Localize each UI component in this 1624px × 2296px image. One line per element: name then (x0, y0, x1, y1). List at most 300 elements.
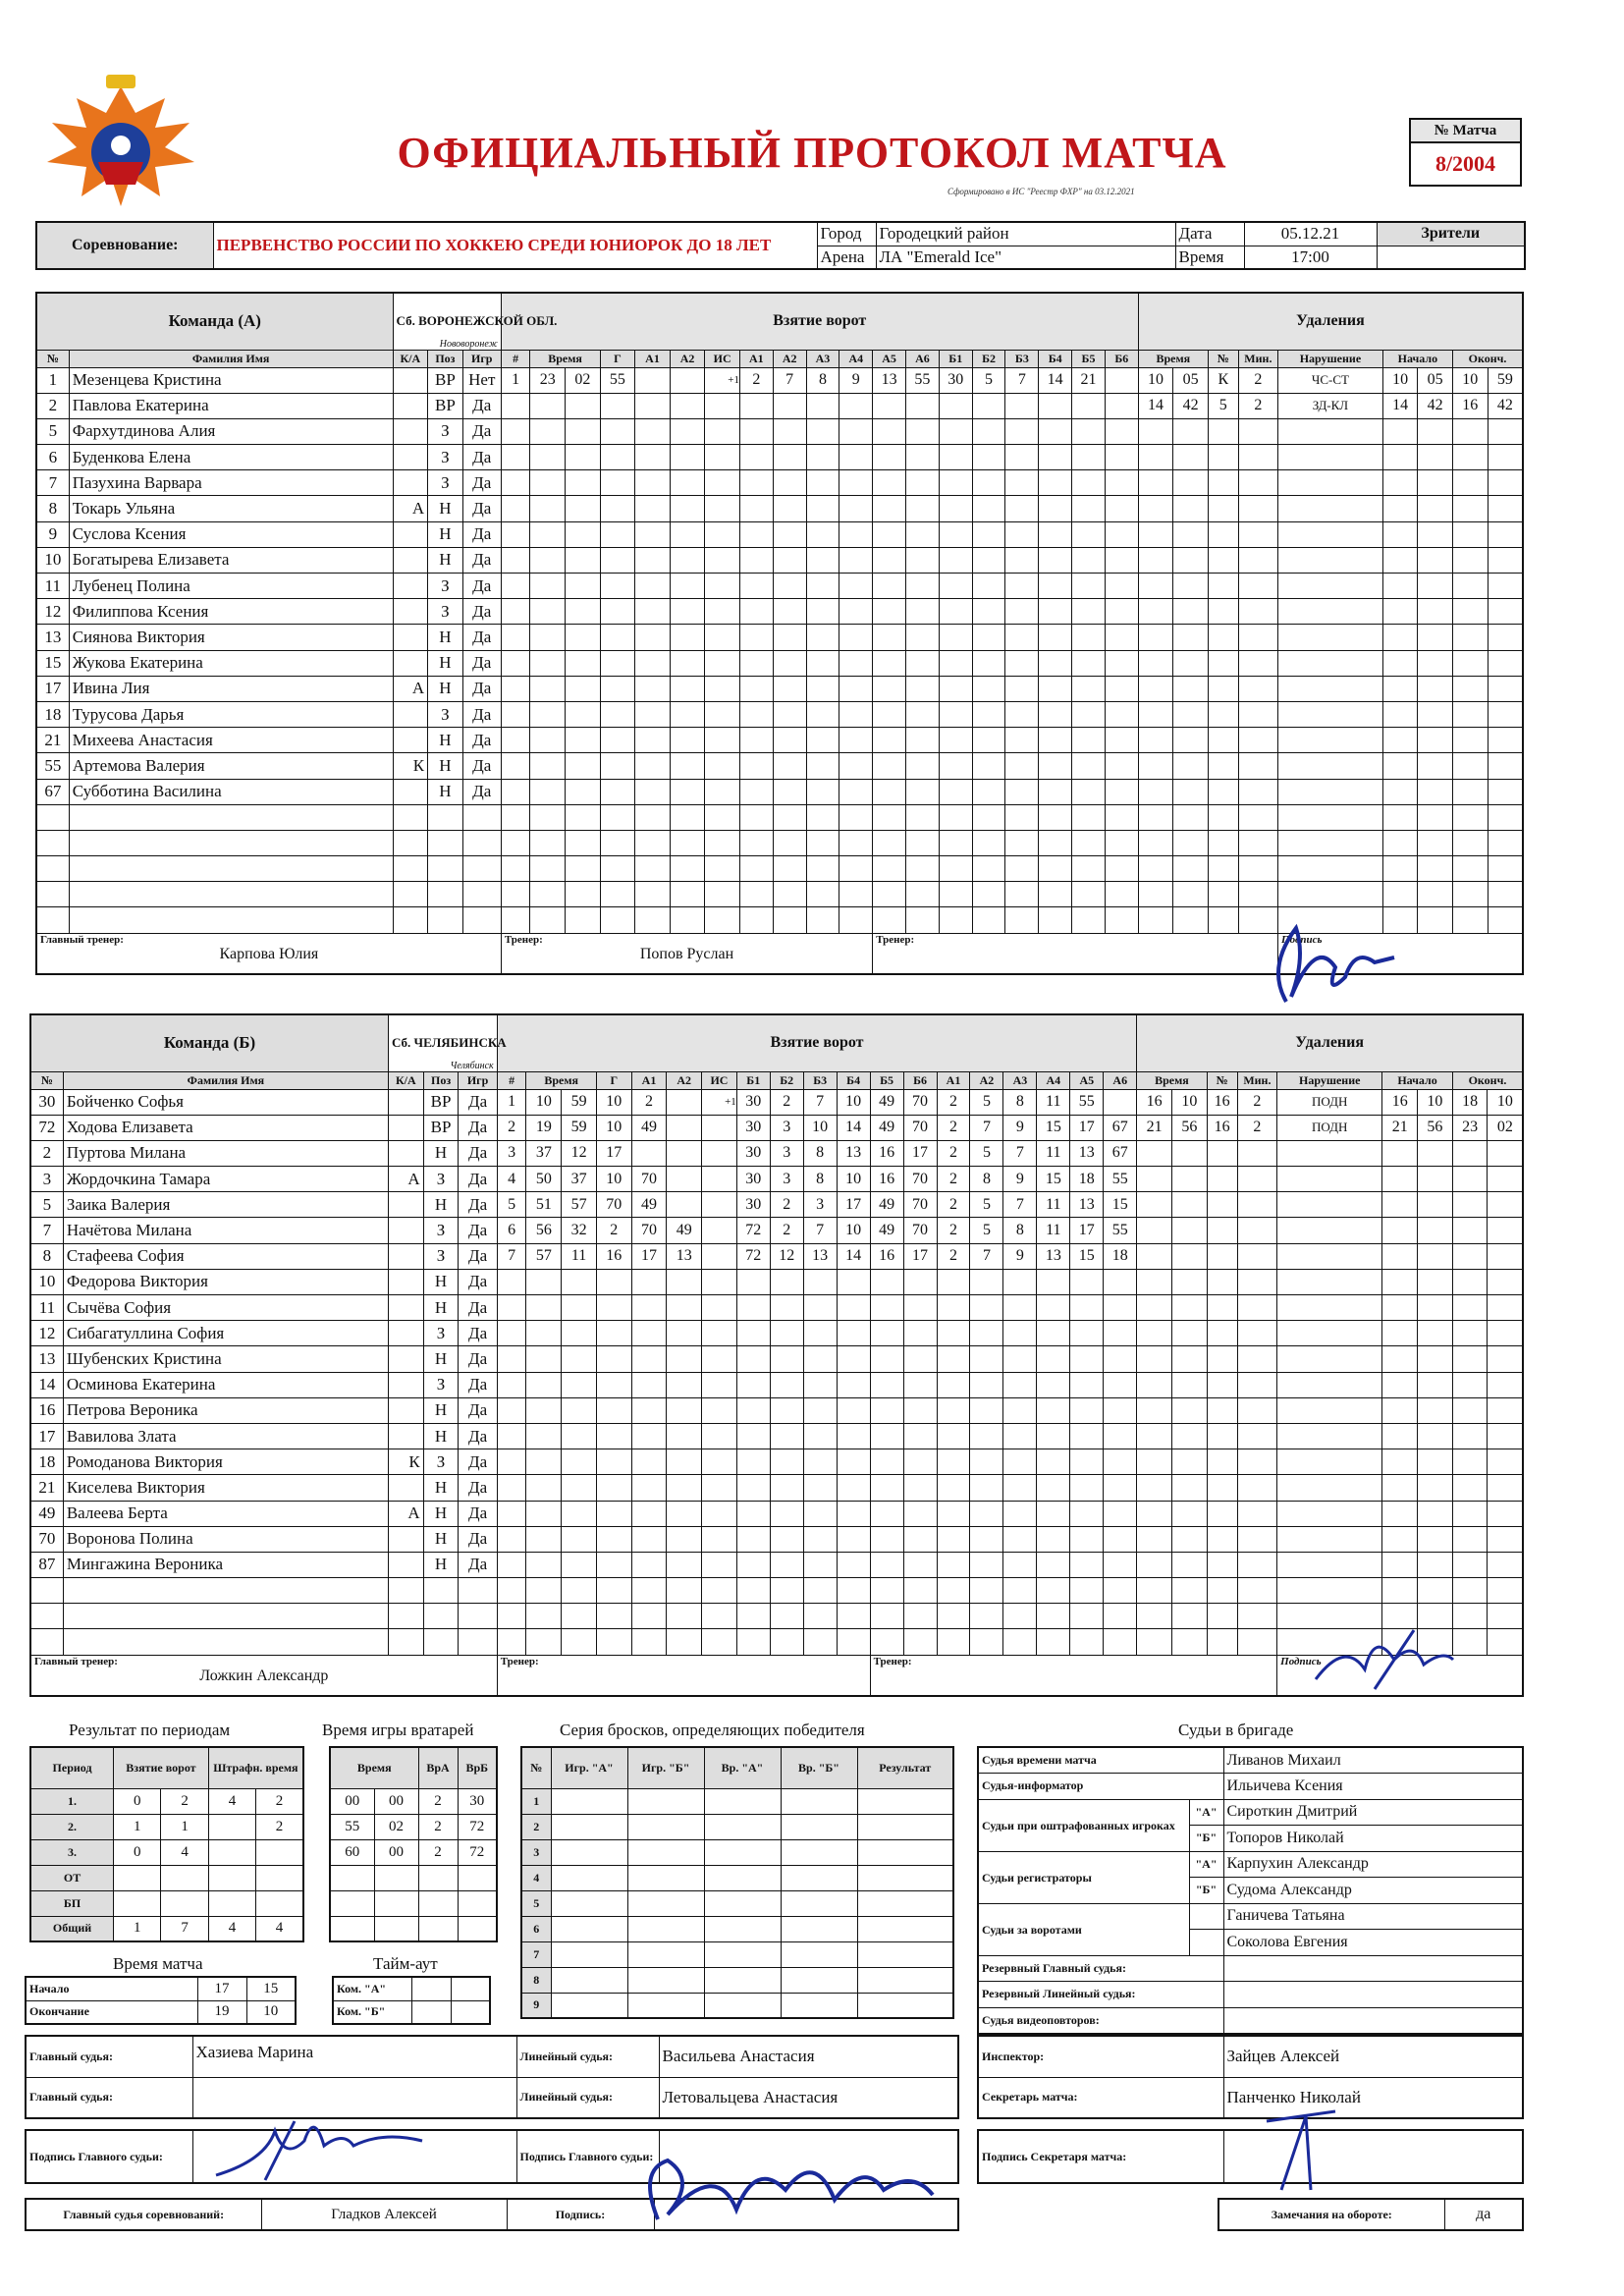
goal-scorer (600, 856, 635, 882)
goal-situation (705, 445, 740, 470)
on-ice-player (939, 907, 972, 933)
shootout-cell (627, 1865, 704, 1890)
penalty-min (1137, 1295, 1172, 1321)
goal-assist-1 (635, 625, 671, 650)
remarks-value: да (1444, 2199, 1523, 2230)
shootout-number: 3 (521, 1839, 551, 1865)
on-ice-player (870, 1269, 903, 1294)
competition-table (35, 221, 1526, 270)
table-row (521, 1967, 953, 1993)
player-name: Филиппова Ксения (69, 599, 393, 625)
on-ice-player: 55 (1104, 1167, 1137, 1192)
player-number: 87 (30, 1552, 63, 1577)
goal-sec (566, 728, 601, 753)
on-ice-player (1037, 1321, 1070, 1346)
penalty-end-min (1452, 496, 1488, 521)
on-ice-player (870, 1346, 903, 1372)
goal-sec (562, 1552, 597, 1577)
on-ice-player (803, 1552, 837, 1577)
player-name (69, 804, 393, 830)
on-ice-player (1005, 779, 1039, 804)
on-ice-player: 17 (1070, 1115, 1104, 1140)
penalty-min (1137, 1243, 1172, 1269)
goal-sec (566, 701, 601, 727)
player-number: 70 (30, 1526, 63, 1552)
penalty-player (1208, 445, 1238, 470)
player-number: 11 (36, 574, 69, 599)
goal-min (530, 804, 566, 830)
player-role (393, 650, 428, 676)
goal-number (501, 830, 530, 855)
end-label: Окончание (26, 2000, 197, 2024)
on-ice-player: 2 (739, 367, 773, 393)
penalty-end-sec (1488, 1475, 1523, 1501)
team_a-table (35, 292, 1524, 975)
goal-assist-1 (635, 728, 671, 753)
on-ice-player (773, 521, 806, 547)
penalty-minutes (1237, 1423, 1277, 1449)
on-ice-player (970, 1552, 1003, 1577)
penalty-end-min (1452, 1346, 1488, 1372)
penalty-infraction (1278, 804, 1383, 830)
penalty-end-sec (1488, 1372, 1523, 1397)
goal-sec: 57 (562, 1192, 597, 1218)
player-number: 72 (30, 1115, 63, 1140)
goal-scorer (596, 1501, 631, 1526)
penalty-start-min (1382, 1552, 1418, 1577)
goal-scorer (600, 830, 635, 855)
shootout-cell (857, 1788, 953, 1814)
penalty-start-sec (1418, 728, 1453, 753)
team_b-goals-title: Взятие ворот (497, 1014, 1137, 1071)
penalty-start-min (1382, 701, 1418, 727)
line-ref-2: Летовальцева Анастасия (659, 2077, 958, 2118)
goal-min (530, 907, 566, 933)
player-name: Токарь Ульяна (69, 496, 393, 521)
on-ice-player (770, 1475, 803, 1501)
goal-scorer (600, 701, 635, 727)
team_a-col-pos: Поз (428, 350, 463, 367)
player-number: 10 (30, 1269, 63, 1294)
period-pim-b (256, 1865, 303, 1890)
team_b-col-played: Игр (459, 1071, 497, 1089)
shootout-cell (704, 1865, 781, 1890)
on-ice-player (906, 496, 940, 521)
goal-situation (702, 1475, 737, 1501)
on-ice-player (739, 599, 773, 625)
goal-assist-2 (670, 753, 705, 779)
on-ice-player (736, 1295, 770, 1321)
penalty-end-sec (1488, 1243, 1523, 1269)
table-row (30, 1449, 1523, 1475)
penalty-minutes (1237, 1629, 1277, 1655)
on-ice-player (873, 418, 906, 444)
goal-sec (562, 1269, 597, 1294)
player-position (428, 907, 463, 933)
on-ice-player (1070, 1346, 1104, 1372)
goal-number (501, 728, 530, 753)
player-role (388, 1243, 423, 1269)
on-ice-player (1005, 599, 1039, 625)
penalty-sec (1173, 804, 1209, 830)
on-ice-player (773, 753, 806, 779)
on-ice-player (873, 753, 906, 779)
team_b-col-pos: Поз (423, 1071, 459, 1089)
penalty-player (1207, 1397, 1237, 1423)
on-ice-player (1104, 1475, 1137, 1501)
on-ice-player (1039, 753, 1072, 779)
penalty-player (1208, 882, 1238, 907)
goal-assist-1 (631, 1578, 667, 1604)
shootout-cell (857, 1890, 953, 1916)
goal-min (526, 1552, 562, 1577)
on-ice-player (972, 470, 1005, 496)
goal-sec (566, 496, 601, 521)
on-ice-player (903, 1578, 937, 1604)
on-ice-player (939, 830, 972, 855)
on-ice-player (1070, 1321, 1104, 1346)
on-ice-player (806, 804, 839, 830)
player-name: Ходова Елизавета (63, 1115, 388, 1140)
on-ice-player (870, 1372, 903, 1397)
penalty-min: 21 (1137, 1115, 1172, 1140)
on-ice-player (773, 496, 806, 521)
penalty-player (1208, 547, 1238, 573)
goal-scorer (600, 418, 635, 444)
goal-number (497, 1449, 526, 1475)
penalty-infraction (1278, 445, 1383, 470)
period-pim-a (208, 1890, 255, 1916)
penalty-minutes (1237, 1218, 1277, 1243)
period-goals-a: 1 (114, 1916, 161, 1941)
penalty-sec: 42 (1173, 393, 1209, 418)
penalty-start-sec (1418, 1321, 1453, 1346)
on-ice-player (1005, 625, 1039, 650)
player-played: Да (462, 470, 501, 496)
team_a-pcol-0: Время (1138, 350, 1208, 367)
shootout-title: Серия бросков, определяющих победителя (560, 1721, 865, 1739)
player-role: К (393, 753, 428, 779)
on-ice-player (937, 1526, 970, 1552)
player-role (388, 1372, 423, 1397)
coach-label: Тренер: (504, 933, 543, 946)
on-ice-player (1104, 1372, 1137, 1397)
goal-scorer: 17 (596, 1140, 631, 1166)
goal-sec (566, 856, 601, 882)
shootout-cell (551, 1814, 627, 1839)
referee-team-tag: "А" (1189, 1799, 1223, 1826)
on-ice-player (1037, 1475, 1070, 1501)
player-number: 7 (36, 470, 69, 496)
on-ice-player (873, 470, 906, 496)
penalty-start-sec (1418, 1552, 1453, 1577)
penalty-min (1137, 1526, 1172, 1552)
penalty-end-min (1452, 1167, 1488, 1192)
table-row (330, 1839, 497, 1865)
goalie-sec (374, 1890, 418, 1916)
penalty-minutes (1237, 1397, 1277, 1423)
penalty-player (1207, 1526, 1237, 1552)
table-row (521, 1839, 953, 1865)
goal-number (501, 676, 530, 701)
penalty-sec (1173, 521, 1209, 547)
on-ice-player (739, 753, 773, 779)
goalie-a: 2 (418, 1814, 458, 1839)
on-ice-player (939, 470, 972, 496)
on-ice-player (1104, 1552, 1137, 1577)
penalty-end-sec: 59 (1488, 367, 1523, 393)
penalty-player (1207, 1321, 1237, 1346)
on-ice-player (939, 728, 972, 753)
goal-situation (702, 1269, 737, 1294)
penalty-infraction (1277, 1423, 1382, 1449)
penalty-end-min (1452, 1192, 1488, 1218)
player-role (393, 599, 428, 625)
goal-assist-1 (635, 856, 671, 882)
goal-assist-1 (635, 804, 671, 830)
player-number: 18 (36, 701, 69, 727)
on-ice-player: 11 (1037, 1140, 1070, 1166)
goal-min: 57 (526, 1243, 562, 1269)
penalty-start-min: 16 (1382, 1089, 1418, 1115)
sig-main-ref-label: Подпись Главного судьи: (26, 2130, 192, 2183)
penalty-end-sec (1488, 779, 1523, 804)
on-ice-player (739, 445, 773, 470)
player-number (36, 882, 69, 907)
penalty-infraction: ЧС-СТ (1278, 367, 1383, 393)
penalty-start-sec (1418, 496, 1453, 521)
shootout-number: 7 (521, 1941, 551, 1967)
shootout-cell (627, 1916, 704, 1941)
shootout-cell (704, 1993, 781, 2018)
penalty-sec (1171, 1629, 1207, 1655)
penalty-player (1207, 1192, 1237, 1218)
goal-sec (566, 393, 601, 418)
goal-number (501, 625, 530, 650)
on-ice-player (1003, 1321, 1037, 1346)
penalty-end-min (1452, 856, 1488, 882)
table-row (36, 574, 1523, 599)
penalty-player (1207, 1475, 1237, 1501)
goal-assist-2 (670, 701, 705, 727)
goal-assist-1 (635, 599, 671, 625)
goal-situation (702, 1629, 737, 1655)
on-ice-player (839, 650, 873, 676)
line-ref-label-2: Линейный судья: (516, 2077, 659, 2118)
penalty-end-sec (1488, 701, 1523, 727)
penalty-min (1137, 1629, 1172, 1655)
table-row (521, 1890, 953, 1916)
player-position: Н (428, 625, 463, 650)
goal-assist-2 (670, 574, 705, 599)
team_a-pcol-4: Начало (1382, 350, 1452, 367)
penalty-end-min (1452, 599, 1488, 625)
goal-assist-1 (635, 574, 671, 599)
main-ref-label: Главный судья: (26, 2036, 192, 2077)
city-label: Город (817, 222, 876, 246)
on-ice-player (1005, 701, 1039, 727)
goal-min (530, 701, 566, 727)
penalty-end-sec (1488, 1552, 1523, 1577)
on-ice-player (1105, 599, 1138, 625)
on-ice-player (1072, 625, 1106, 650)
on-ice-player (770, 1423, 803, 1449)
team_b-line-col-4: Б5 (870, 1071, 903, 1089)
goalie-b: 72 (458, 1814, 497, 1839)
player-number: 49 (30, 1501, 63, 1526)
on-ice-player (903, 1346, 937, 1372)
on-ice-player (1039, 779, 1072, 804)
on-ice-player (739, 676, 773, 701)
penalty-min (1138, 830, 1173, 855)
on-ice-player (736, 1552, 770, 1577)
penalty-start-min (1382, 1346, 1418, 1372)
penalty-start-sec (1418, 1167, 1453, 1192)
penalty-start-min (1382, 804, 1418, 830)
penalty-infraction (1278, 470, 1383, 496)
penalty-start-min (1382, 1269, 1418, 1294)
referee-name (1223, 2007, 1523, 2034)
on-ice-player (1105, 830, 1138, 855)
team_b-line-col-0: Б1 (736, 1071, 770, 1089)
penalty-start-sec (1418, 418, 1453, 444)
player-name (63, 1578, 388, 1604)
on-ice-player (970, 1269, 1003, 1294)
player-position: Н (423, 1501, 459, 1526)
referee-name: Карпухин Александр (1223, 1851, 1523, 1878)
on-ice-player (1003, 1552, 1037, 1577)
table-row (978, 1747, 1523, 1774)
player-name: Ромоданова Виктория (63, 1449, 388, 1475)
team_b-line-col-1: Б2 (770, 1071, 803, 1089)
penalty-sec (1171, 1578, 1207, 1604)
penalty-player: К (1208, 367, 1238, 393)
player-role: К (388, 1449, 423, 1475)
table-row (30, 1192, 1523, 1218)
arena-value: ЛА "Emerald Ice" (876, 246, 1175, 269)
on-ice-player (806, 753, 839, 779)
on-ice-player: 2 (770, 1218, 803, 1243)
on-ice-player (736, 1269, 770, 1294)
on-ice-player (1105, 470, 1138, 496)
player-played (462, 882, 501, 907)
player-number: 21 (30, 1475, 63, 1501)
player-name: Фархутдинова Алия (69, 418, 393, 444)
on-ice-player (739, 418, 773, 444)
on-ice-player (972, 393, 1005, 418)
goal-min (526, 1501, 562, 1526)
on-ice-player: 8 (1003, 1218, 1037, 1243)
shootout-cell (857, 1967, 953, 1993)
penalty-minutes (1237, 1140, 1277, 1166)
on-ice-player: 30 (736, 1140, 770, 1166)
on-ice-player (839, 521, 873, 547)
goal-min (526, 1449, 562, 1475)
penalty-end-sec (1488, 1629, 1523, 1655)
on-ice-player (903, 1501, 937, 1526)
on-ice-player: 11 (1037, 1218, 1070, 1243)
penalty-start-min (1382, 1167, 1418, 1192)
coach-2-label: Тренер: (876, 933, 915, 946)
player-number: 14 (30, 1372, 63, 1397)
signature-label: Подпись (1280, 1655, 1322, 1667)
table-row (978, 1982, 1523, 2008)
on-ice-player (1105, 650, 1138, 676)
penalty-minutes (1237, 1321, 1277, 1346)
on-ice-player (937, 1321, 970, 1346)
player-position: З (423, 1372, 459, 1397)
shootout-cell (781, 1993, 857, 2018)
referee-name: Судома Александр (1223, 1878, 1523, 1904)
player-played (459, 1604, 497, 1629)
referee-role: Судья времени матча (978, 1747, 1223, 1774)
end-minute: 10 (246, 2000, 296, 2024)
on-ice-player: 7 (970, 1115, 1003, 1140)
player-position (423, 1578, 459, 1604)
on-ice-player (739, 779, 773, 804)
goal-assist-1 (631, 1629, 667, 1655)
goal-assist-2 (667, 1604, 702, 1629)
penalty-player (1207, 1167, 1237, 1192)
penalty-start-sec (1418, 1501, 1453, 1526)
goalie-sec (374, 1865, 418, 1890)
timeout-title: Тайм-аут (373, 1954, 438, 1973)
goal-assist-1 (631, 1526, 667, 1552)
on-ice-player (736, 1604, 770, 1629)
player-role (388, 1475, 423, 1501)
player-number: 18 (30, 1449, 63, 1475)
player-number (30, 1629, 63, 1655)
penalty-start-sec (1418, 1346, 1453, 1372)
on-ice-player (773, 470, 806, 496)
goal-assist-2 (670, 418, 705, 444)
on-ice-player (873, 393, 906, 418)
on-ice-player (1072, 418, 1106, 444)
penalty-end-sec (1488, 625, 1523, 650)
penalty-sec (1173, 753, 1209, 779)
on-ice-player (736, 1629, 770, 1655)
goal-min (530, 856, 566, 882)
goal-sec: 59 (562, 1089, 597, 1115)
on-ice-player (970, 1578, 1003, 1604)
on-ice-player (939, 753, 972, 779)
time-label: Время (1175, 246, 1244, 269)
penalty-end-min (1452, 1295, 1488, 1321)
on-ice-player (1005, 470, 1039, 496)
referees-title: Судьи в бригаде (1178, 1721, 1294, 1739)
player-name: Мезенцева Кристина (69, 367, 393, 393)
team_b-line-col-9: А4 (1037, 1071, 1070, 1089)
shootout-cell (627, 1788, 704, 1814)
on-ice-player (839, 599, 873, 625)
goal-min (530, 496, 566, 521)
on-ice-player: 13 (803, 1243, 837, 1269)
goal-assist-2 (670, 804, 705, 830)
penalty-minutes (1238, 779, 1277, 804)
shootout-cell (627, 1941, 704, 1967)
player-played: Да (462, 650, 501, 676)
on-ice-player: 70 (903, 1089, 937, 1115)
on-ice-player (739, 804, 773, 830)
on-ice-player (806, 676, 839, 701)
table-row (330, 1865, 497, 1890)
penalty-end-sec (1488, 1321, 1523, 1346)
goal-scorer (600, 393, 635, 418)
on-ice-player: 2 (770, 1089, 803, 1115)
on-ice-player (1072, 701, 1106, 727)
on-ice-player (839, 445, 873, 470)
on-ice-player: 17 (903, 1243, 937, 1269)
